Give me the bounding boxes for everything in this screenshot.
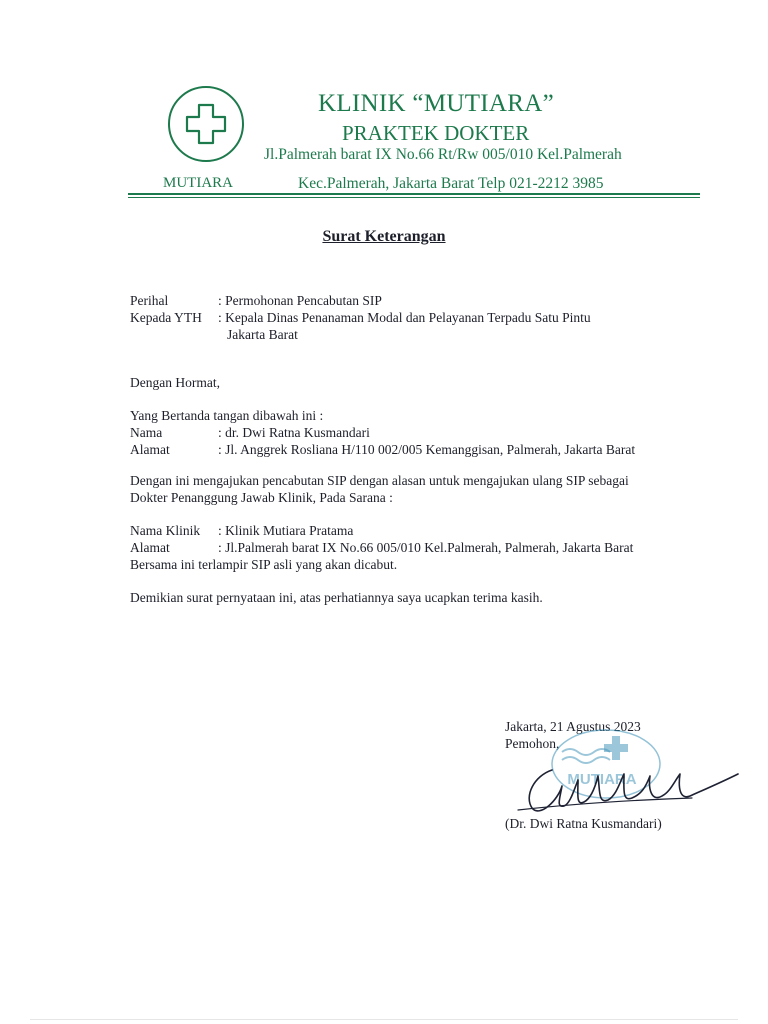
- paragraph-line1: Dengan ini mengajukan pencabutan SIP dengan alasan untuk mengajukan ulang SIP sebagai: [130, 473, 629, 488]
- kepada-value: : Kepala Dinas Penanaman Modal dan Pelayanan Terpadu Satu Pintu: [218, 310, 591, 325]
- clinic-subtitle: PRAKTEK DOKTER: [342, 121, 530, 145]
- kepada-label: Kepada YTH: [130, 310, 202, 325]
- signer-role: Pemohon,: [505, 736, 560, 751]
- closing-statement: Demikian surat pernyataan ini, atas perhatiannya saya ucapkan terima kasih.: [130, 590, 543, 605]
- clinic-logo: [168, 86, 244, 162]
- facility-name-value: : Klinik Mutiara Pratama: [218, 523, 354, 538]
- signer-name-value: : dr. Dwi Ratna Kusmandari: [218, 425, 370, 440]
- facility-address-label: Alamat: [130, 540, 170, 555]
- letterhead-rule-thin: [128, 197, 700, 198]
- medical-cross-icon: [184, 102, 228, 146]
- signer-address-label: Alamat: [130, 442, 170, 457]
- signer-name-label: Nama: [130, 425, 163, 440]
- clinic-address-line2: Kec.Palmerah, Jakarta Barat Telp 021-2212 3985: [298, 175, 604, 192]
- kepada-value-line2: Jakarta Barat: [227, 327, 298, 342]
- paragraph-line2: Dokter Penanggung Jawab Klinik, Pada Sarana :: [130, 490, 393, 505]
- clinic-name: KLINIK “MUTIARA”: [318, 90, 554, 117]
- logo-label: MUTIARA: [163, 175, 233, 191]
- signer-address-value: : Jl. Anggrek Rosliana H/110 002/005 Kemanggisan, Palmerah, Jakarta Barat: [218, 442, 636, 457]
- stamp-text: MUTIARA: [567, 771, 637, 788]
- signer-intro: Yang Bertanda tangan dibawah ini :: [130, 408, 324, 423]
- letter-title: Surat Keterangan: [322, 228, 446, 245]
- signer-printed-name: (Dr. Dwi Ratna Kusmandari): [505, 816, 662, 831]
- place-date: Jakarta, 21 Agustus 2023: [505, 719, 641, 734]
- greeting: Dengan Hormat,: [130, 375, 220, 390]
- perihal-value: : Permohonan Pencabutan SIP: [218, 293, 382, 308]
- page-bottom-edge: [30, 1019, 738, 1020]
- attachment-note: Bersama ini terlampir SIP asli yang akan dicabut.: [130, 557, 398, 572]
- handwritten-signature: [512, 760, 742, 820]
- perihal-label: Perihal: [130, 293, 169, 308]
- facility-name-label: Nama Klinik: [130, 523, 201, 538]
- facility-address-value: : Jl.Palmerah barat IX No.66 005/010 Kel.Palmerah, Palmerah, Jakarta Barat: [218, 540, 634, 555]
- clinic-address-line1: Jl.Palmerah barat IX No.66 Rt/Rw 005/010 Kel.Palmerah: [264, 146, 622, 163]
- letterhead-rule: [128, 193, 700, 195]
